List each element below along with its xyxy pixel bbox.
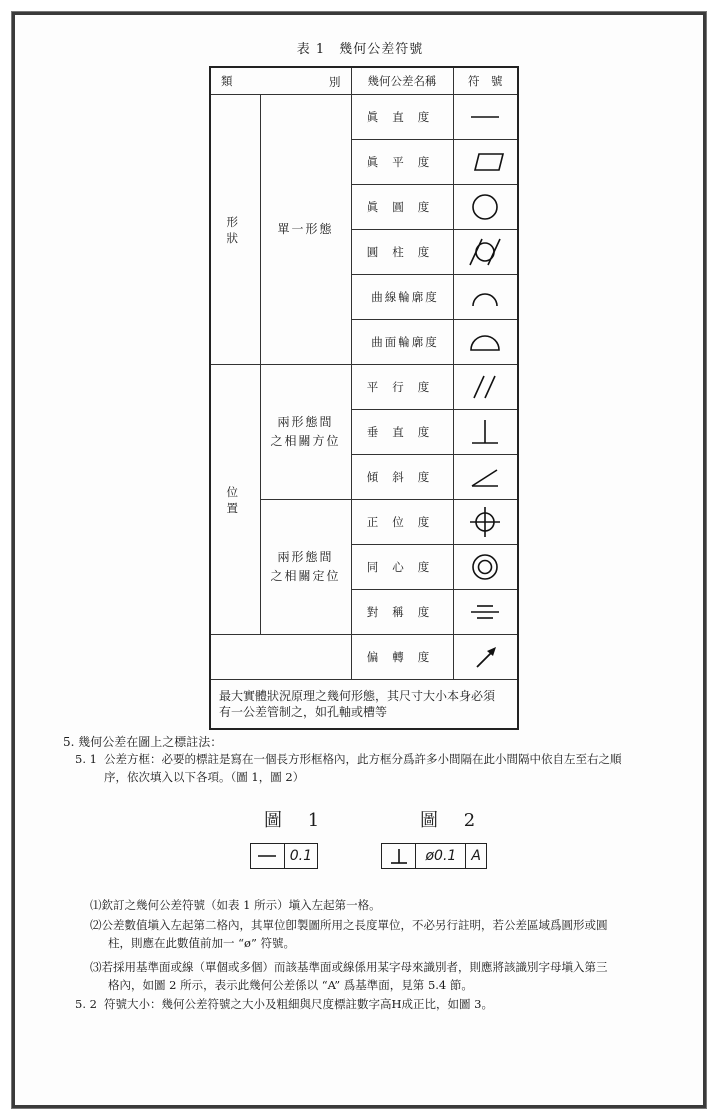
surface-profile-icon — [465, 329, 505, 355]
fcf-datum-cell: A — [471, 848, 481, 864]
line-profile-icon — [465, 284, 505, 310]
header-symbol: 符 號 — [453, 67, 518, 95]
fcf-value-cell: 0.1 — [289, 848, 312, 864]
row-name: 傾斜度 — [351, 455, 453, 500]
concentricity-icon — [465, 551, 505, 583]
parallelism-icon — [465, 373, 505, 401]
geometric-tolerance-table — [209, 66, 519, 730]
row-name: 眞直度 — [351, 95, 453, 140]
position-icon — [465, 505, 505, 539]
figure-2-title: 圖 2 — [420, 810, 486, 831]
flatness-icon — [465, 150, 505, 174]
section-heading: 5. 幾何公差在圖上之標註法： — [63, 735, 223, 749]
s51-text: 公差方框：必要的標註是寫在一個長方形框格內，此方框分爲許多小間隔在此小間隔中依自左至右之順 序，依次填入以下各項。（圖 1，圖 2） — [104, 752, 622, 784]
category-form: 形 狀 — [210, 95, 260, 365]
row-name: 平行度 — [351, 365, 453, 410]
figure-2-frame — [381, 843, 487, 869]
subcategory-orientation: 兩形態間 之相關方位 — [260, 365, 351, 500]
row-name: 圓柱度 — [351, 230, 453, 275]
row-name: 眞平度 — [351, 140, 453, 185]
item-3: ⑶若採用基準面或線（單個或多個）而該基準面或線係用某字母來識別者，則應將該識別字母塡入第三 格內，如圖 2 所示，表示此幾何公差係以 “A” 爲基準面，見第 5.4 節。 — [90, 960, 608, 992]
row-name: 對稱度 — [351, 590, 453, 635]
fcf-symbol-cell — [251, 844, 285, 868]
header-category: 類 別 — [210, 67, 351, 95]
fcf-symbol-cell — [382, 844, 416, 868]
s52-text: 符號大小：幾何公差符號之大小及粗細與尺度標註數字高H成正比，如圖 3。 — [104, 997, 493, 1011]
s51-num: 5. 1 — [75, 752, 97, 766]
circularity-icon — [465, 192, 505, 222]
straightness-icon — [465, 107, 505, 127]
cylindricity-icon — [465, 236, 505, 268]
straightness-icon — [257, 851, 277, 861]
header-name: 幾何公差名稱 — [351, 67, 453, 95]
row-name: 正位度 — [351, 500, 453, 545]
item-1: ⑴欽訂之幾何公差符號（如表 1 所示）塡入左起第一格。 — [90, 898, 381, 912]
perpendicularity-icon — [465, 417, 505, 447]
figure-1-title: 圖 1 — [264, 810, 330, 831]
runout-blank — [210, 635, 351, 680]
category-position: 位 置 — [210, 365, 260, 635]
table-note: 最大實體狀況原理之幾何形態，其尺寸大小本身必須 有一公差管制之，如孔軸或槽等 — [210, 680, 518, 730]
row-name: 偏轉度 — [351, 635, 453, 680]
figure-1-frame — [250, 843, 318, 869]
row-name: 曲線輪廓度 — [351, 275, 453, 320]
row-name: 曲面輪廓度 — [351, 320, 453, 365]
subcategory-location: 兩形態間 之相關定位 — [260, 500, 351, 635]
s52-num: 5. 2 — [75, 997, 97, 1011]
fcf-value-cell: ø0.1 — [416, 844, 466, 868]
table-caption: 表 1 幾何公差符號 — [296, 42, 424, 57]
symmetry-icon — [465, 601, 505, 623]
subcategory-single: 單一形態 — [260, 95, 351, 365]
runout-icon — [465, 643, 505, 671]
row-name: 眞圓度 — [351, 185, 453, 230]
perpendicularity-icon — [390, 847, 408, 865]
angularity-icon — [465, 464, 505, 490]
item-2: ⑵公差數值塡入左起第二格內，其單位卽製圖所用之長度單位，不必另行註明，若公差區域爲圓形或圓 柱，則應在此數值前加一 “ø” 符號。 — [90, 918, 608, 950]
row-name: 垂直度 — [351, 410, 453, 455]
row-name: 同心度 — [351, 545, 453, 590]
